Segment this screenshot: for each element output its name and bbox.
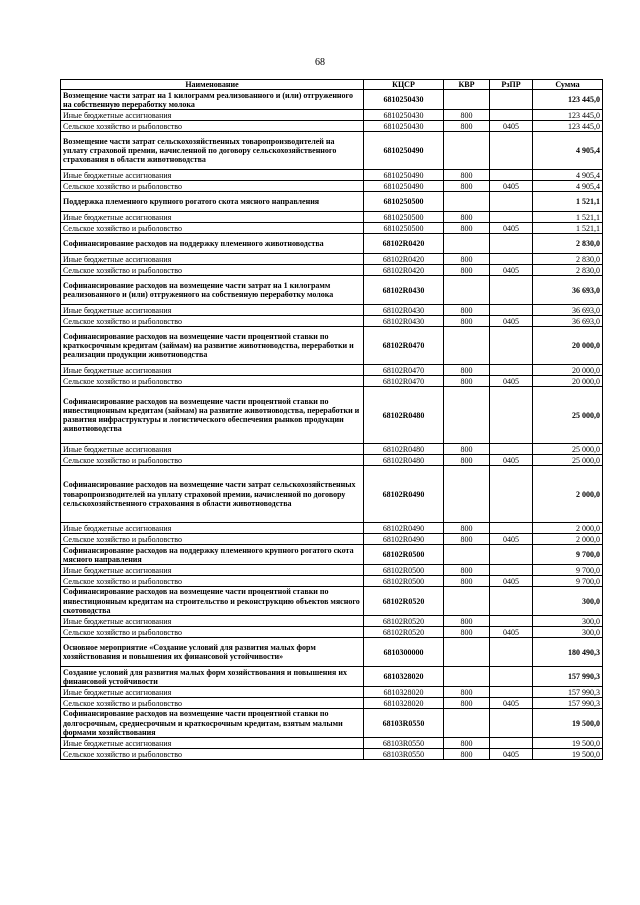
cell-kcsr: 68103R0550 <box>364 749 444 760</box>
table-row <box>61 444 603 455</box>
cell-kvr: 800 <box>444 565 490 576</box>
table-row <box>61 90 603 110</box>
cell-name: Софинансирование расходов на возмещение части процентной ставки по долгосрочным, среднесрочным и краткосрочным кредитам, взятым малыми формами хозяйствования <box>61 709 364 738</box>
table-row <box>61 545 603 565</box>
cell-rzpr <box>490 587 533 616</box>
column-header-kvr: КВР <box>444 80 490 90</box>
column-header-rzpr: РзПР <box>490 80 533 90</box>
cell-kvr: 800 <box>444 316 490 327</box>
cell-rzpr: 0405 <box>490 376 533 387</box>
cell-kcsr: 6810250430 <box>364 90 444 110</box>
table-row <box>61 534 603 545</box>
cell-rzpr: 0405 <box>490 316 533 327</box>
cell-kcsr: 68102R0430 <box>364 316 444 327</box>
cell-rzpr <box>490 90 533 110</box>
cell-kcsr: 6810300000 <box>364 638 444 667</box>
cell-kvr <box>444 709 490 738</box>
table-row <box>61 121 603 132</box>
cell-kvr <box>444 192 490 212</box>
cell-kcsr: 68102R0480 <box>364 455 444 466</box>
table-row <box>61 276 603 305</box>
cell-name: Софинансирование расходов на возмещение части затрат сельскохозяйственных товаропроизводителей на уплату страховой премии, начисленной по договору сельскохозяйственного страхования в области животноводства <box>61 466 364 523</box>
cell-name: Сельское хозяйство и рыболовство <box>61 181 364 192</box>
table-row <box>61 687 603 698</box>
cell-kcsr: 68102R0500 <box>364 545 444 565</box>
cell-sum: 180 490,3 <box>533 638 603 667</box>
cell-rzpr <box>490 192 533 212</box>
table-row <box>61 523 603 534</box>
cell-kvr: 800 <box>444 376 490 387</box>
cell-sum: 20 000,0 <box>533 376 603 387</box>
cell-kvr: 800 <box>444 698 490 709</box>
cell-kcsr: 68102R0490 <box>364 534 444 545</box>
cell-kvr: 800 <box>444 523 490 534</box>
table-row <box>61 709 603 738</box>
cell-sum: 157 990,3 <box>533 698 603 709</box>
cell-kcsr: 68102R0420 <box>364 254 444 265</box>
cell-rzpr <box>490 466 533 523</box>
cell-rzpr <box>490 687 533 698</box>
cell-sum: 2 830,0 <box>533 254 603 265</box>
cell-sum: 1 521,1 <box>533 223 603 234</box>
column-header-kcsr: КЦСР <box>364 80 444 90</box>
cell-sum: 4 905,4 <box>533 170 603 181</box>
cell-kvr: 800 <box>444 576 490 587</box>
cell-kvr <box>444 387 490 444</box>
cell-sum: 300,0 <box>533 627 603 638</box>
cell-rzpr <box>490 616 533 627</box>
cell-sum: 25 000,0 <box>533 387 603 444</box>
cell-sum: 20 000,0 <box>533 365 603 376</box>
cell-kvr: 800 <box>444 223 490 234</box>
cell-name: Сельское хозяйство и рыболовство <box>61 698 364 709</box>
cell-sum: 123 445,0 <box>533 121 603 132</box>
cell-rzpr: 0405 <box>490 181 533 192</box>
cell-name: Сельское хозяйство и рыболовство <box>61 576 364 587</box>
cell-kvr <box>444 234 490 254</box>
cell-sum: 9 700,0 <box>533 545 603 565</box>
cell-sum: 19 500,0 <box>533 749 603 760</box>
cell-name: Софинансирование расходов на поддержку племенного крупного рогатого скота мясного направления <box>61 545 364 565</box>
cell-sum: 2 000,0 <box>533 523 603 534</box>
cell-kcsr: 68102R0500 <box>364 565 444 576</box>
cell-name: Сельское хозяйство и рыболовство <box>61 627 364 638</box>
table-row <box>61 576 603 587</box>
cell-name: Софинансирование расходов на возмещение части затрат на 1 килограмм реализованного и (или) отгруженного на собственную переработку молока <box>61 276 364 305</box>
cell-sum: 20 000,0 <box>533 327 603 365</box>
cell-kcsr: 6810250500 <box>364 212 444 223</box>
cell-name: Иные бюджетные ассигнования <box>61 170 364 181</box>
cell-kcsr: 6810328020 <box>364 698 444 709</box>
cell-name: Сельское хозяйство и рыболовство <box>61 121 364 132</box>
cell-name: Возмещение части затрат сельскохозяйственных товаропроизводителей на уплату страховой премии, начисленной по договору сельскохозяйственного страхования в области животноводства <box>61 132 364 170</box>
table-row <box>61 316 603 327</box>
cell-kcsr: 6810250430 <box>364 110 444 121</box>
cell-kvr <box>444 545 490 565</box>
cell-rzpr <box>490 638 533 667</box>
cell-kvr: 800 <box>444 121 490 132</box>
table-row <box>61 254 603 265</box>
table-row <box>61 738 603 749</box>
cell-rzpr <box>490 523 533 534</box>
cell-rzpr <box>490 738 533 749</box>
cell-kvr <box>444 667 490 687</box>
cell-rzpr <box>490 170 533 181</box>
cell-kcsr: 6810250500 <box>364 223 444 234</box>
cell-kcsr: 68102R0520 <box>364 627 444 638</box>
cell-kvr: 800 <box>444 265 490 276</box>
cell-rzpr: 0405 <box>490 534 533 545</box>
cell-rzpr: 0405 <box>490 749 533 760</box>
table-row <box>61 223 603 234</box>
table-row <box>61 110 603 121</box>
cell-name: Иные бюджетные ассигнования <box>61 565 364 576</box>
table-row <box>61 265 603 276</box>
cell-kcsr: 68103R0550 <box>364 738 444 749</box>
table-row <box>61 638 603 667</box>
cell-kvr <box>444 90 490 110</box>
budget-table <box>60 79 603 760</box>
cell-kvr <box>444 638 490 667</box>
cell-sum: 123 445,0 <box>533 110 603 121</box>
table-row <box>61 387 603 444</box>
cell-sum: 36 693,0 <box>533 305 603 316</box>
cell-sum: 19 500,0 <box>533 709 603 738</box>
cell-kvr: 800 <box>444 616 490 627</box>
cell-sum: 157 990,3 <box>533 687 603 698</box>
table-row <box>61 698 603 709</box>
cell-kcsr: 68102R0420 <box>364 234 444 254</box>
cell-sum: 19 500,0 <box>533 738 603 749</box>
cell-rzpr <box>490 254 533 265</box>
cell-kcsr: 6810250490 <box>364 132 444 170</box>
cell-kcsr: 68102R0430 <box>364 305 444 316</box>
cell-rzpr <box>490 387 533 444</box>
cell-kcsr: 6810250430 <box>364 121 444 132</box>
cell-sum: 2 830,0 <box>533 234 603 254</box>
cell-kvr: 800 <box>444 305 490 316</box>
cell-rzpr <box>490 565 533 576</box>
cell-rzpr <box>490 110 533 121</box>
cell-kcsr: 68102R0470 <box>364 376 444 387</box>
cell-sum: 25 000,0 <box>533 455 603 466</box>
cell-kvr <box>444 132 490 170</box>
cell-kcsr: 68102R0470 <box>364 365 444 376</box>
cell-name: Софинансирование расходов на поддержку племенного животноводства <box>61 234 364 254</box>
cell-rzpr: 0405 <box>490 698 533 709</box>
cell-name: Иные бюджетные ассигнования <box>61 523 364 534</box>
cell-name: Иные бюджетные ассигнования <box>61 254 364 265</box>
cell-name: Иные бюджетные ассигнования <box>61 738 364 749</box>
cell-sum: 9 700,0 <box>533 565 603 576</box>
cell-sum: 300,0 <box>533 616 603 627</box>
cell-kvr <box>444 276 490 305</box>
cell-name: Сельское хозяйство и рыболовство <box>61 376 364 387</box>
table-row <box>61 749 603 760</box>
table-row <box>61 565 603 576</box>
cell-kvr: 800 <box>444 365 490 376</box>
cell-name: Софинансирование расходов на возмещение части процентной ставки по инвестиционным кредитам (займам) на развитие животноводства, переработки и развития инфраструктуры и логистического обеспечения рынков продукции животноводства <box>61 387 364 444</box>
cell-kvr: 800 <box>444 254 490 265</box>
cell-rzpr <box>490 709 533 738</box>
cell-rzpr <box>490 327 533 365</box>
cell-name: Иные бюджетные ассигнования <box>61 110 364 121</box>
cell-sum: 4 905,4 <box>533 132 603 170</box>
cell-name: Сельское хозяйство и рыболовство <box>61 265 364 276</box>
table-body <box>61 90 603 760</box>
column-header-sum: Сумма <box>533 80 603 90</box>
cell-kcsr: 68102R0420 <box>364 265 444 276</box>
table-row <box>61 181 603 192</box>
table-row <box>61 170 603 181</box>
cell-kvr: 800 <box>444 534 490 545</box>
cell-kcsr: 68102R0430 <box>364 276 444 305</box>
cell-name: Иные бюджетные ассигнования <box>61 444 364 455</box>
cell-sum: 1 521,1 <box>533 212 603 223</box>
cell-sum: 123 445,0 <box>533 90 603 110</box>
cell-rzpr <box>490 365 533 376</box>
cell-kvr <box>444 587 490 616</box>
cell-name: Сельское хозяйство и рыболовство <box>61 223 364 234</box>
cell-kcsr: 6810250490 <box>364 181 444 192</box>
cell-kvr: 800 <box>444 444 490 455</box>
cell-kvr <box>444 327 490 365</box>
cell-rzpr <box>490 545 533 565</box>
cell-sum: 36 693,0 <box>533 276 603 305</box>
cell-kcsr: 68103R0550 <box>364 709 444 738</box>
cell-name: Сельское хозяйство и рыболовство <box>61 749 364 760</box>
cell-kcsr: 6810250490 <box>364 170 444 181</box>
table-row <box>61 212 603 223</box>
cell-kvr: 800 <box>444 738 490 749</box>
cell-kvr <box>444 466 490 523</box>
cell-kvr: 800 <box>444 110 490 121</box>
cell-kcsr: 6810250500 <box>364 192 444 212</box>
cell-kvr: 800 <box>444 627 490 638</box>
cell-rzpr <box>490 444 533 455</box>
cell-rzpr <box>490 667 533 687</box>
cell-sum: 300,0 <box>533 587 603 616</box>
cell-rzpr <box>490 234 533 254</box>
cell-kcsr: 6810328020 <box>364 667 444 687</box>
table-row <box>61 192 603 212</box>
table-row <box>61 616 603 627</box>
cell-sum: 157 990,3 <box>533 667 603 687</box>
table-row <box>61 627 603 638</box>
column-header-name: Наименование <box>61 80 364 90</box>
cell-name: Иные бюджетные ассигнования <box>61 616 364 627</box>
cell-name: Иные бюджетные ассигнования <box>61 305 364 316</box>
table-row <box>61 132 603 170</box>
cell-kvr: 800 <box>444 455 490 466</box>
table-row <box>61 376 603 387</box>
cell-name: Поддержка племенного крупного рогатого скота мясного направления <box>61 192 364 212</box>
cell-rzpr: 0405 <box>490 121 533 132</box>
cell-rzpr: 0405 <box>490 223 533 234</box>
cell-rzpr <box>490 276 533 305</box>
cell-kcsr: 68102R0520 <box>364 616 444 627</box>
cell-rzpr <box>490 132 533 170</box>
cell-kcsr: 68102R0490 <box>364 523 444 534</box>
cell-rzpr <box>490 212 533 223</box>
table-row <box>61 305 603 316</box>
cell-kvr: 800 <box>444 687 490 698</box>
page-number: 68 <box>315 57 325 68</box>
table-row <box>61 327 603 365</box>
cell-name: Иные бюджетные ассигнования <box>61 365 364 376</box>
cell-rzpr: 0405 <box>490 265 533 276</box>
cell-rzpr: 0405 <box>490 627 533 638</box>
cell-name: Софинансирование расходов на возмещение части процентной ставки по краткосрочным кредитам (займам) на развитие животноводства, переработки и реализации продукции животноводства <box>61 327 364 365</box>
cell-kvr: 800 <box>444 170 490 181</box>
cell-sum: 9 700,0 <box>533 576 603 587</box>
cell-rzpr <box>490 305 533 316</box>
cell-name: Софинансирование расходов на возмещение части процентной ставки по инвестиционным кредитам на строительство и реконструкцию объектов мясного скотоводства <box>61 587 364 616</box>
cell-kvr: 800 <box>444 749 490 760</box>
cell-name: Сельское хозяйство и рыболовство <box>61 455 364 466</box>
cell-kcsr: 68102R0480 <box>364 387 444 444</box>
cell-kcsr: 68102R0480 <box>364 444 444 455</box>
table-row <box>61 587 603 616</box>
cell-name: Иные бюджетные ассигнования <box>61 687 364 698</box>
cell-sum: 4 905,4 <box>533 181 603 192</box>
cell-kcsr: 6810328020 <box>364 687 444 698</box>
table-row <box>61 455 603 466</box>
cell-name: Создание условий для развития малых форм хозяйствования и повышения их финансовой устойчивости <box>61 667 364 687</box>
cell-sum: 36 693,0 <box>533 316 603 327</box>
cell-kcsr: 68102R0470 <box>364 327 444 365</box>
cell-name: Сельское хозяйство и рыболовство <box>61 534 364 545</box>
cell-rzpr: 0405 <box>490 576 533 587</box>
cell-sum: 2 830,0 <box>533 265 603 276</box>
cell-name: Основное мероприятие «Создание условий для развития малых форм хозяйствования и повышения их финансовой устойчивости» <box>61 638 364 667</box>
table-header-row <box>61 80 603 90</box>
cell-name: Сельское хозяйство и рыболовство <box>61 316 364 327</box>
table-row <box>61 234 603 254</box>
table-row <box>61 466 603 523</box>
cell-rzpr: 0405 <box>490 455 533 466</box>
cell-kcsr: 68102R0520 <box>364 587 444 616</box>
cell-sum: 25 000,0 <box>533 444 603 455</box>
cell-kvr: 800 <box>444 181 490 192</box>
cell-sum: 1 521,1 <box>533 192 603 212</box>
cell-name: Иные бюджетные ассигнования <box>61 212 364 223</box>
table-row <box>61 667 603 687</box>
cell-sum: 2 000,0 <box>533 466 603 523</box>
cell-kvr: 800 <box>444 212 490 223</box>
cell-sum: 2 000,0 <box>533 534 603 545</box>
cell-kcsr: 68102R0490 <box>364 466 444 523</box>
cell-kcsr: 68102R0500 <box>364 576 444 587</box>
table-row <box>61 365 603 376</box>
cell-name: Возмещение части затрат на 1 килограмм реализованного и (или) отгруженного на собственную переработку молока <box>61 90 364 110</box>
